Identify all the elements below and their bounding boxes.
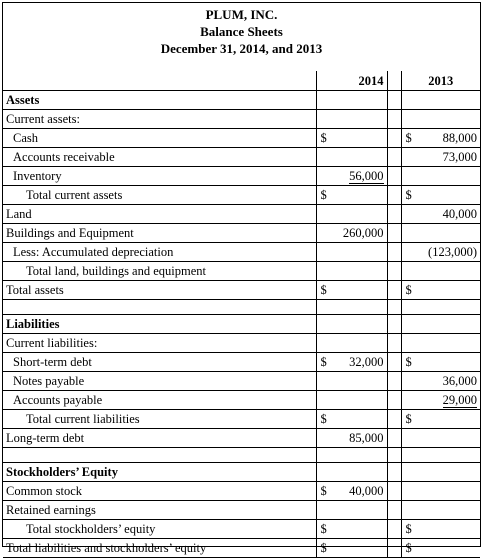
value-2014-cell [316, 262, 387, 281]
value-2014-cell [316, 353, 387, 372]
table-row [3, 539, 480, 558]
value-2014-cell [316, 429, 387, 448]
value-2013-cell [401, 224, 480, 243]
row-label: Liabilities [3, 315, 316, 334]
dollar-sign: $ [405, 522, 412, 536]
value-2013-cell [401, 186, 480, 205]
value-2014: 260,000 [342, 226, 384, 240]
row-label: Inventory [3, 167, 316, 186]
row-label: Current assets: [3, 110, 316, 129]
value-2014: 40,000 [349, 484, 384, 498]
value-2014-cell [316, 520, 387, 539]
statement-title: Balance Sheets [200, 24, 283, 39]
dollar-sign: $ [405, 412, 412, 426]
table-row [3, 262, 480, 281]
table-row [3, 334, 480, 353]
column-separator [387, 429, 401, 448]
column-separator [387, 129, 401, 148]
column-separator [387, 148, 401, 167]
value-2013: 73,000 [442, 150, 477, 164]
table-row [3, 463, 480, 482]
value-2013: 88,000 [442, 131, 477, 145]
table-row [3, 520, 480, 539]
column-separator [387, 205, 401, 224]
balance-sheet-table [3, 71, 480, 558]
value-2013-cell [401, 353, 480, 372]
dollar-sign: $ [405, 188, 412, 202]
table-row [3, 110, 480, 129]
label-column-header [3, 71, 316, 91]
column-separator [387, 315, 401, 334]
row-label [3, 300, 316, 315]
column-separator [387, 262, 401, 281]
dollar-sign: $ [320, 188, 327, 202]
value-2013-cell [401, 520, 480, 539]
dollar-sign: $ [405, 355, 412, 369]
column-separator [387, 110, 401, 129]
value-2013-cell [401, 205, 480, 224]
table-row [3, 129, 480, 148]
row-label: Common stock [3, 482, 316, 501]
row-label: Retained earnings [3, 501, 316, 520]
table-row [3, 482, 480, 501]
column-separator [387, 520, 401, 539]
balance-sheet [2, 2, 481, 555]
dollar-sign: $ [405, 131, 412, 145]
row-label: Short-term debt [3, 353, 316, 372]
column-separator [387, 463, 401, 482]
value-2014-cell [316, 315, 387, 334]
table-row [3, 372, 480, 391]
table-row [3, 501, 480, 520]
value-2014: 85,000 [349, 431, 384, 445]
value-2014-cell [316, 205, 387, 224]
dollar-sign: $ [320, 283, 327, 297]
value-2014-cell [316, 410, 387, 429]
dollar-sign: $ [320, 412, 327, 426]
table-row [3, 91, 480, 110]
column-separator [387, 300, 401, 315]
dollar-sign: $ [320, 541, 327, 555]
table-row [3, 243, 480, 262]
row-label: Accounts payable [3, 391, 316, 410]
value-2014-cell [316, 539, 387, 558]
table-row [3, 448, 480, 463]
value-2013-cell [401, 482, 480, 501]
row-label: Less: Accumulated depreciation [3, 243, 316, 262]
value-2014-cell [316, 186, 387, 205]
value-2013-cell [401, 91, 480, 110]
column-separator [387, 186, 401, 205]
row-label: Total current liabilities [3, 410, 316, 429]
row-label: Notes payable [3, 372, 316, 391]
value-2013: 29,000 [442, 393, 477, 407]
value-2013-cell [401, 110, 480, 129]
value-2014-cell [316, 334, 387, 353]
row-label: Assets [3, 91, 316, 110]
row-label: Long-term debt [3, 429, 316, 448]
row-label: Total stockholders’ equity [3, 520, 316, 539]
row-label: Total assets [3, 281, 316, 300]
dollar-sign: $ [320, 131, 327, 145]
column-separator [387, 539, 401, 558]
table-row [3, 186, 480, 205]
row-label [3, 448, 316, 463]
value-2013: 36,000 [442, 374, 477, 388]
value-2013: 40,000 [442, 207, 477, 221]
table-row [3, 281, 480, 300]
row-label: Total current assets [3, 186, 316, 205]
row-label: Land [3, 205, 316, 224]
column-header-row [3, 71, 480, 91]
row-label: Current liabilities: [3, 334, 316, 353]
value-2013-cell [401, 315, 480, 334]
company-name: PLUM, INC. [205, 7, 278, 22]
table-row [3, 315, 480, 334]
table-row [3, 205, 480, 224]
value-2013-cell [401, 262, 480, 281]
value-2014-cell [316, 281, 387, 300]
dollar-sign: $ [405, 541, 412, 555]
column-header-2014: 2014 [316, 71, 387, 91]
table-row [3, 410, 480, 429]
value-2013-cell [401, 463, 480, 482]
value-2013-cell [401, 243, 480, 262]
value-2013-cell [401, 148, 480, 167]
value-2013: (123,000) [428, 245, 477, 259]
value-2013-cell [401, 410, 480, 429]
table-row [3, 300, 480, 315]
value-2014-cell [316, 167, 387, 186]
value-2013-cell [401, 372, 480, 391]
dollar-sign: $ [320, 484, 327, 498]
value-2013-cell [401, 448, 480, 463]
value-2013-cell [401, 334, 480, 353]
value-2014: 32,000 [349, 355, 384, 369]
column-separator [387, 448, 401, 463]
column-separator [387, 243, 401, 262]
column-separator [387, 91, 401, 110]
column-separator [387, 410, 401, 429]
row-label: Stockholders’ Equity [3, 463, 316, 482]
value-2014-cell [316, 448, 387, 463]
value-2013-cell [401, 501, 480, 520]
value-2014-cell [316, 110, 387, 129]
row-label: Total liabilities and stockholders’ equity [3, 539, 316, 558]
row-label: Buildings and Equipment [3, 224, 316, 243]
value-2013-cell [401, 129, 480, 148]
row-label: Total land, buildings and equipment [3, 262, 316, 281]
value-2014-cell [316, 243, 387, 262]
dollar-sign: $ [320, 355, 327, 369]
dollar-sign: $ [320, 522, 327, 536]
table-row [3, 224, 480, 243]
table-row [3, 391, 480, 410]
value-2014-cell [316, 501, 387, 520]
value-2014-cell [316, 148, 387, 167]
value-2013-cell [401, 281, 480, 300]
value-2014: 56,000 [349, 169, 384, 183]
value-2014-cell [316, 129, 387, 148]
dollar-sign: $ [405, 283, 412, 297]
value-2014-cell [316, 482, 387, 501]
value-2013-cell [401, 539, 480, 558]
value-2013-cell [401, 429, 480, 448]
column-separator [387, 353, 401, 372]
value-2014-cell [316, 463, 387, 482]
column-separator [387, 71, 401, 91]
column-header-2013: 2013 [401, 71, 480, 91]
column-separator [387, 281, 401, 300]
value-2013-cell [401, 300, 480, 315]
row-label: Accounts receivable [3, 148, 316, 167]
table-row [3, 353, 480, 372]
table-row [3, 429, 480, 448]
table-row [3, 167, 480, 186]
value-2014-cell [316, 91, 387, 110]
column-separator [387, 501, 401, 520]
value-2014-cell [316, 391, 387, 410]
column-separator [387, 482, 401, 501]
value-2013-cell [401, 167, 480, 186]
value-2013-cell [401, 391, 480, 410]
column-separator [387, 372, 401, 391]
value-2014-cell [316, 300, 387, 315]
value-2014-cell [316, 372, 387, 391]
row-label: Cash [3, 129, 316, 148]
column-separator [387, 224, 401, 243]
value-2014-cell [316, 224, 387, 243]
column-separator [387, 391, 401, 410]
statement-date: December 31, 2014, and 2013 [160, 41, 323, 56]
column-separator [387, 334, 401, 353]
column-separator [387, 167, 401, 186]
table-row [3, 148, 480, 167]
